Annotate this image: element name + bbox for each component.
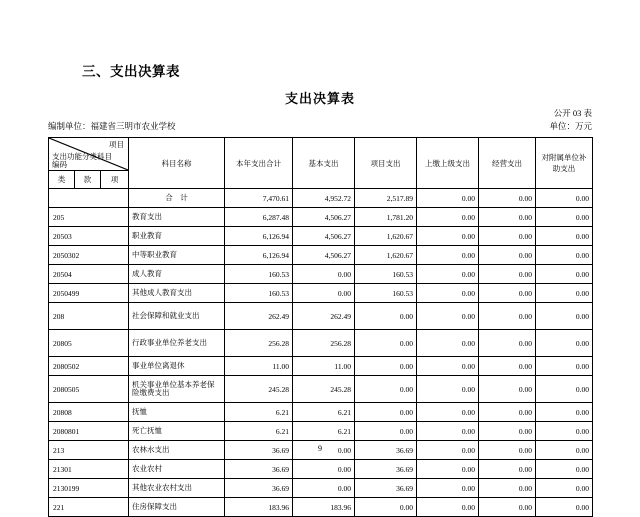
- row-value-operating: 0.00: [479, 246, 536, 265]
- row-value-subsidiary: 0.00: [536, 189, 593, 208]
- row-subject-name: 教育支出: [129, 208, 225, 227]
- row-subject-name: 社会保障和就业支出: [129, 303, 225, 330]
- row-value-subsidiary: 0.00: [536, 403, 593, 422]
- column-header-2: 基本支出: [293, 138, 355, 189]
- table-row: [49, 376, 593, 403]
- row-subject-name: 合 计: [129, 189, 225, 208]
- row-subject-name: 中等职业教育: [129, 246, 225, 265]
- table-row: [49, 479, 593, 498]
- row-value-project: 0.00: [355, 330, 417, 357]
- row-value-upper-remit: 0.00: [417, 284, 479, 303]
- header-corner-lower: 支出功能分类科目编码: [52, 152, 112, 170]
- row-value-project: 2,517.89: [355, 189, 417, 208]
- row-value-upper-remit: 0.00: [417, 357, 479, 376]
- row-value-subsidiary: 0.00: [536, 441, 593, 460]
- row-value-total: 11.00: [225, 357, 293, 376]
- column-header-4: 上缴上级支出: [417, 138, 479, 189]
- subcolumn-header-2: 项: [101, 171, 129, 189]
- row-value-project: 0.00: [355, 376, 417, 403]
- row-value-total: 36.69: [225, 441, 293, 460]
- row-value-project: 36.69: [355, 460, 417, 479]
- row-subject-name: 事业单位离退休: [129, 357, 225, 376]
- subcolumn-header-0: 类: [49, 171, 75, 189]
- row-subject-name: 死亡抚恤: [129, 422, 225, 441]
- row-subject-name: 其他成人教育支出: [129, 284, 225, 303]
- row-value-subsidiary: 0.00: [536, 208, 593, 227]
- row-value-upper-remit: 0.00: [417, 246, 479, 265]
- column-header-1: 本年支出合计: [225, 138, 293, 189]
- row-value-project: 36.69: [355, 441, 417, 460]
- row-value-basic: 0.00: [293, 284, 355, 303]
- row-value-total: 7,470.61: [225, 189, 293, 208]
- table-row: [49, 227, 593, 246]
- row-value-operating: 0.00: [479, 460, 536, 479]
- row-value-subsidiary: 0.00: [536, 303, 593, 330]
- subcolumn-header-1: 款: [75, 171, 101, 189]
- row-value-subsidiary: 0.00: [536, 460, 593, 479]
- row-subject-name: 行政事业单位养老支出: [129, 330, 225, 357]
- row-code-cell: 208: [49, 303, 129, 330]
- row-value-operating: 0.00: [479, 227, 536, 246]
- row-value-project: 160.53: [355, 265, 417, 284]
- table-row: [49, 330, 593, 357]
- row-value-total: 6,126.94: [225, 246, 293, 265]
- row-value-total: 36.69: [225, 479, 293, 498]
- row-value-basic: 4,506.27: [293, 227, 355, 246]
- table-row: [49, 208, 593, 227]
- row-value-basic: 183.96: [293, 498, 355, 517]
- row-value-basic: 4,506.27: [293, 246, 355, 265]
- row-value-basic: 0.00: [293, 441, 355, 460]
- table-row: [49, 422, 593, 441]
- row-code-cell: 2130199: [49, 479, 129, 498]
- row-code-cell: 205: [49, 208, 129, 227]
- column-header-6: 对附属单位补助支出: [536, 138, 593, 189]
- row-value-total: 256.28: [225, 330, 293, 357]
- row-value-project: 0.00: [355, 403, 417, 422]
- row-value-upper-remit: 0.00: [417, 208, 479, 227]
- row-code-cell: 213: [49, 441, 129, 460]
- row-value-subsidiary: 0.00: [536, 376, 593, 403]
- row-value-subsidiary: 0.00: [536, 479, 593, 498]
- row-value-operating: 0.00: [479, 303, 536, 330]
- row-value-operating: 0.00: [479, 357, 536, 376]
- row-value-project: 0.00: [355, 357, 417, 376]
- compiler-unit: 编制单位：福建省三明市农业学校: [48, 121, 176, 131]
- row-value-operating: 0.00: [479, 265, 536, 284]
- row-value-basic: 4,506.27: [293, 208, 355, 227]
- page-title: 支出决算表: [284, 91, 355, 106]
- table-row: [49, 498, 593, 517]
- row-value-upper-remit: 0.00: [417, 376, 479, 403]
- row-value-basic: 0.00: [293, 479, 355, 498]
- row-value-operating: 0.00: [479, 189, 536, 208]
- row-value-upper-remit: 0.00: [417, 303, 479, 330]
- header-corner-upper: 项目: [109, 140, 125, 149]
- row-value-total: 6,287.48: [225, 208, 293, 227]
- row-value-subsidiary: 0.00: [536, 227, 593, 246]
- row-value-project: 1,620.67: [355, 246, 417, 265]
- row-value-subsidiary: 0.00: [536, 498, 593, 517]
- row-value-basic: 256.28: [293, 330, 355, 357]
- row-value-total: 160.53: [225, 265, 293, 284]
- row-value-project: 160.53: [355, 284, 417, 303]
- row-code-cell: 21301: [49, 460, 129, 479]
- row-value-subsidiary: 0.00: [536, 284, 593, 303]
- row-code-cell: [49, 189, 129, 208]
- row-value-upper-remit: 0.00: [417, 330, 479, 357]
- row-value-project: 36.69: [355, 479, 417, 498]
- row-subject-name: 机关事业单位基本养老保险缴费支出: [129, 376, 225, 403]
- row-value-operating: 0.00: [479, 284, 536, 303]
- expenditure-final-accounts-table: [48, 137, 593, 517]
- column-header-0: 科目名称: [129, 138, 225, 189]
- header-corner-cell: [49, 138, 129, 171]
- table-header-row: [49, 138, 593, 171]
- row-value-basic: 11.00: [293, 357, 355, 376]
- public-form-number: 公开 03 表: [553, 108, 592, 118]
- page-number: 9: [318, 444, 322, 453]
- row-value-project: 0.00: [355, 498, 417, 517]
- table-row: [49, 357, 593, 376]
- row-subject-name: 抚恤: [129, 403, 225, 422]
- row-value-operating: 0.00: [479, 498, 536, 517]
- row-value-basic: 0.00: [293, 265, 355, 284]
- row-code-cell: 20504: [49, 265, 129, 284]
- row-value-basic: 262.49: [293, 303, 355, 330]
- row-value-subsidiary: 0.00: [536, 246, 593, 265]
- currency-unit-note: 单位：万元: [549, 120, 592, 131]
- row-value-subsidiary: 0.00: [536, 265, 593, 284]
- row-value-total: 183.96: [225, 498, 293, 517]
- row-value-operating: 0.00: [479, 330, 536, 357]
- row-value-total: 36.69: [225, 460, 293, 479]
- row-value-subsidiary: 0.00: [536, 330, 593, 357]
- row-subject-name: 职业教育: [129, 227, 225, 246]
- row-code-cell: 20808: [49, 403, 129, 422]
- table-row: [49, 303, 593, 330]
- row-value-total: 262.49: [225, 303, 293, 330]
- row-value-operating: 0.00: [479, 208, 536, 227]
- row-value-subsidiary: 0.00: [536, 422, 593, 441]
- row-value-upper-remit: 0.00: [417, 265, 479, 284]
- row-subject-name: 其他农业农村支出: [129, 479, 225, 498]
- row-code-cell: 2080505: [49, 376, 129, 403]
- row-code-cell: 20503: [49, 227, 129, 246]
- row-value-project: 1,781.20: [355, 208, 417, 227]
- row-value-total: 6.21: [225, 422, 293, 441]
- row-value-upper-remit: 0.00: [417, 460, 479, 479]
- table-row: [49, 284, 593, 303]
- row-code-cell: 2080502: [49, 357, 129, 376]
- row-code-cell: 2050499: [49, 284, 129, 303]
- row-value-upper-remit: 0.00: [417, 403, 479, 422]
- row-value-project: 1,620.67: [355, 227, 417, 246]
- row-code-cell: 2080801: [49, 422, 129, 441]
- row-subject-name: 农林水支出: [129, 441, 225, 460]
- section-heading: 三、支出决算表: [82, 64, 180, 79]
- row-value-upper-remit: 0.00: [417, 441, 479, 460]
- row-value-operating: 0.00: [479, 441, 536, 460]
- document-meta-right: [549, 107, 592, 133]
- row-value-project: 0.00: [355, 303, 417, 330]
- table-row: [49, 265, 593, 284]
- row-subject-name: 成人教育: [129, 265, 225, 284]
- row-value-upper-remit: 0.00: [417, 189, 479, 208]
- row-value-operating: 0.00: [479, 376, 536, 403]
- row-value-project: 0.00: [355, 422, 417, 441]
- row-value-basic: 4,952.72: [293, 189, 355, 208]
- row-code-cell: 2050302: [49, 246, 129, 265]
- row-subject-name: 住房保障支出: [129, 498, 225, 517]
- row-value-total: 6.21: [225, 403, 293, 422]
- row-value-basic: 0.00: [293, 460, 355, 479]
- column-header-3: 项目支出: [355, 138, 417, 189]
- table-row: [49, 246, 593, 265]
- table-row: [49, 460, 593, 479]
- row-value-operating: 0.00: [479, 403, 536, 422]
- row-value-upper-remit: 0.00: [417, 422, 479, 441]
- row-value-total: 245.28: [225, 376, 293, 403]
- table-row: [49, 403, 593, 422]
- row-code-cell: 20805: [49, 330, 129, 357]
- row-subject-name: 农业农村: [129, 460, 225, 479]
- row-value-operating: 0.00: [479, 422, 536, 441]
- row-value-operating: 0.00: [479, 479, 536, 498]
- table-row: [49, 189, 593, 208]
- row-value-basic: 6.21: [293, 422, 355, 441]
- row-code-cell: 221: [49, 498, 129, 517]
- row-value-subsidiary: 0.00: [536, 357, 593, 376]
- column-header-5: 经营支出: [479, 138, 536, 189]
- row-value-upper-remit: 0.00: [417, 498, 479, 517]
- row-value-upper-remit: 0.00: [417, 479, 479, 498]
- row-value-total: 6,126.94: [225, 227, 293, 246]
- row-value-basic: 245.28: [293, 376, 355, 403]
- row-value-upper-remit: 0.00: [417, 227, 479, 246]
- row-value-total: 160.53: [225, 284, 293, 303]
- row-value-basic: 6.21: [293, 403, 355, 422]
